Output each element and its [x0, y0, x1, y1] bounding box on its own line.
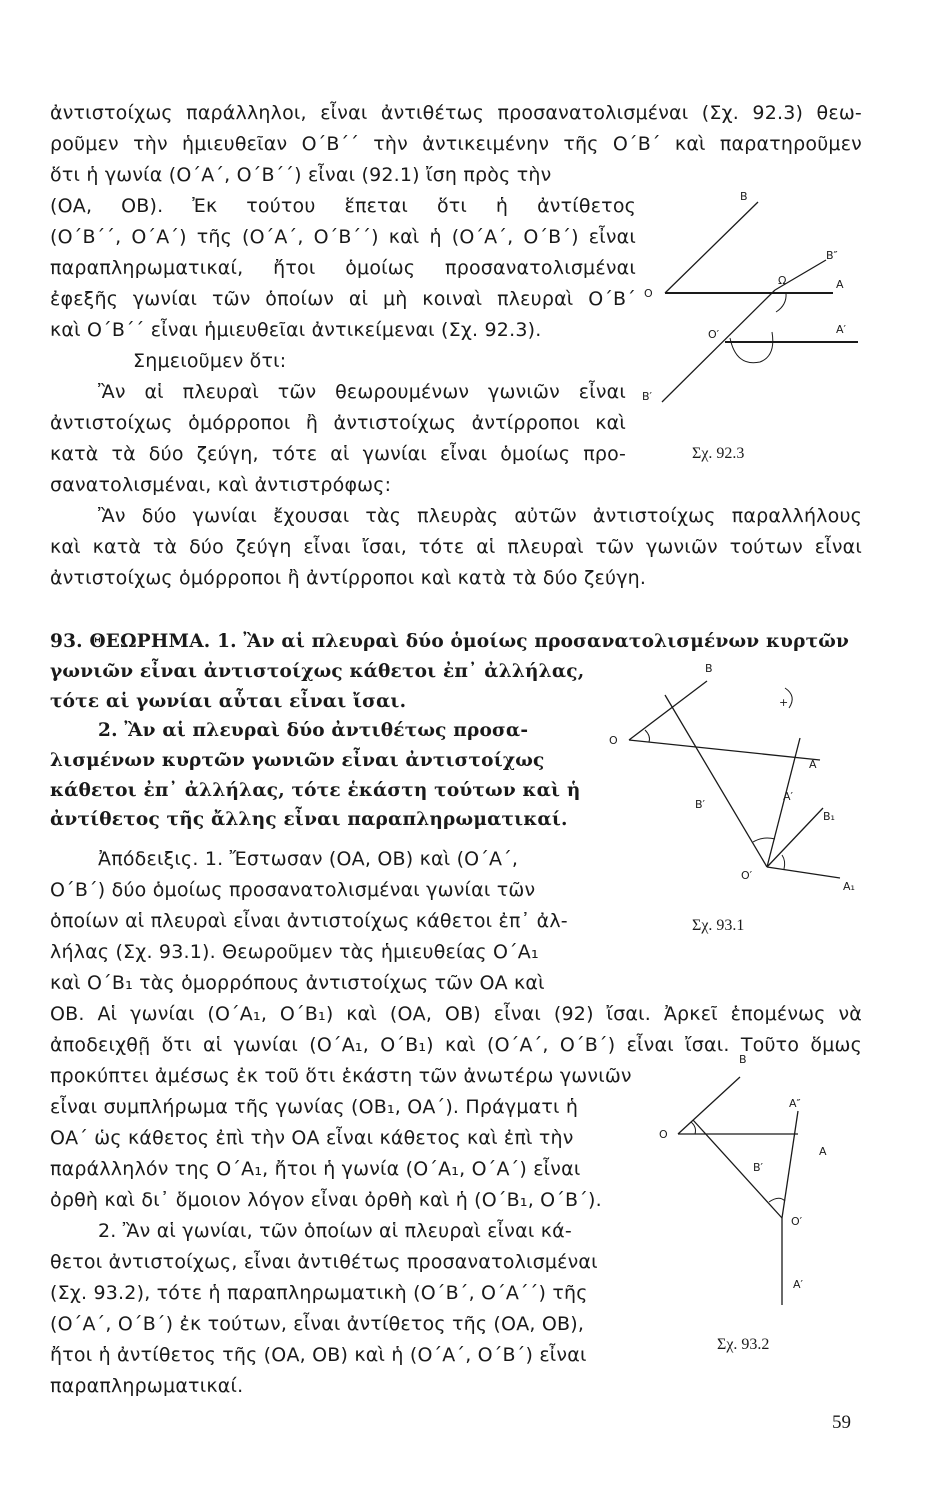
text-line: ἀντιστοίχως ὁμόρροποι ἢ ἀντιστοίχως ἀντίρροποι καὶ	[50, 412, 626, 434]
text-line: (Ο΄Β΄΄, Ο΄Α΄) τῆς (Ο΄Α΄, Ο΄Β΄΄) καὶ ἡ (Ο΄Α΄, Ο΄Β΄) εἶναι	[50, 226, 636, 248]
figure-93-2	[655, 1045, 870, 1315]
text-line: Ἂν αἱ πλευραὶ τῶν θεωρουμένων γωνιῶν εἶναι	[98, 381, 626, 403]
label-B-prime: B′	[695, 798, 706, 811]
proof-line: λήλας (Σχ. 93.1). Θεωροῦμεν τὰς ἡμιευθείας Ο΄Α₁	[50, 941, 539, 963]
proof-line: (Σχ. 93.2), τότε ἡ παραπληρωματικὴ (Ο΄Β΄, Ο΄Α΄΄) τῆς	[50, 1282, 588, 1304]
label-A-prime: A′	[793, 1278, 804, 1291]
proof-line: 2. Ἂν αἱ γωνίαι, τῶν ὁποίων αἱ πλευραὶ εἶναι κά-	[98, 1220, 572, 1242]
proof-line: ΟΑ΄ ὡς κάθετος ἐπὶ τὴν ΟΑ εἶναι κάθετος καὶ ἐπὶ τὴν	[50, 1127, 574, 1149]
label-O-prime: O′	[741, 869, 753, 882]
label-plus: +	[779, 696, 789, 709]
proof-line: θετοι ἀντιστοίχως, εἶναι ἀντιθέτως προσανατολισμέναι	[50, 1251, 598, 1273]
proof-line: ἀποδειχθῇ ὅτι αἱ γωνίαι (Ο΄Α₁, Ο΄Β₁) καὶ (Ο΄Α΄, Ο΄Β΄) εἶναι ἴσαι. Τοῦτο ὅμως	[50, 1034, 862, 1056]
text-line: καὶ κατὰ τὰ δύο ζεύγη εἶναι ἴσαι, τότε αἱ πλευραὶ τῶν γωνιῶν τούτων εἶναι	[50, 536, 862, 558]
theorem-part2-line: 2. Ἂν αἱ πλευραὶ δύο ἀντιθέτως προσα-	[98, 720, 529, 741]
label-B-prime: B′	[753, 1161, 764, 1174]
label-O: O	[609, 734, 618, 747]
proof-line: (Ο΄Α΄, Ο΄Β΄) ἐκ τούτων, εἶναι ἀντίθετος τῆς (ΟΑ, ΟΒ),	[50, 1313, 585, 1335]
theorem-part1-line: τότε αἱ γωνίαι αὗται εἶναι ἴσαι.	[50, 691, 407, 712]
text-line: ἀντιστοίχως ὁμόρροποι ἢ ἀντίρροποι καὶ κατὰ τὰ δύο ζεύγη.	[50, 567, 647, 589]
text-line: σανατολισμέναι, καὶ ἀντιστρόφως:	[50, 474, 392, 496]
label-A: A	[836, 278, 844, 291]
label-O-prime: O′	[791, 1215, 803, 1228]
figure-93-2-drawing	[655, 1045, 870, 1315]
label-B-double-prime: B″	[826, 249, 838, 262]
proof-line: εἶναι συμπλήρωμα τῆς γωνίας (ΟΒ₁, ΟΑ΄). Πράγματι ἡ	[50, 1096, 579, 1118]
theorem-title: ΘΕΩΡΗΜΑ.	[89, 631, 211, 652]
proof-line: καὶ Ο΄Β₁ τὰς ὁμορρόπους ἀντιστοίχως τῶν ΟΑ καὶ	[50, 972, 545, 994]
label-omega: Ω	[778, 274, 787, 287]
text-line: παραπληρωματικαί, ἤτοι ὁμοίως προσανατολισμέναι	[50, 257, 636, 279]
proof-line: παραπληρωματικαί.	[50, 1375, 244, 1397]
text-line: ροῦμεν τὴν ἡμιευθεῖαν Ο΄Β΄΄ τὴν ἀντικειμένην τῆς Ο΄Β΄ καὶ παρατηροῦμεν	[50, 133, 862, 155]
theorem-part2-line: λισμένων κυρτῶν γωνιῶν εἶναι ἀντιστοίχως	[50, 750, 545, 771]
label-B: B	[705, 662, 713, 675]
proof-line: ὀρθὴ καὶ δι᾽ ὅμοιον λόγον εἶναι ὀρθὴ καὶ ἡ (Ο΄Β₁, Ο΄Β΄).	[50, 1189, 602, 1211]
proof-line: Ἀπόδειξις. 1. Ἔστωσαν (ΟΑ, ΟΒ) καὶ (Ο΄Α΄,	[98, 848, 519, 870]
figure-93-1	[605, 650, 870, 900]
label-A: A	[809, 758, 817, 771]
theorem-part2-line: ἀντίθετος τῆς ἄλλης εἶναι παραπληρωματικαί.	[50, 809, 568, 830]
proof-line: παράλληλόν της Ο΄Α₁, ἤτοι ἡ γωνία (Ο΄Α₁, Ο΄Α΄) εἶναι	[50, 1158, 581, 1180]
label-A: A	[819, 1145, 827, 1158]
text-line: ἀντιστοίχως παράλληλοι, εἶναι ἀντιθέτως προσανατολισμέναι (Σχ. 92.3) θεω-	[50, 102, 862, 124]
label-O-prime: O′	[708, 328, 720, 341]
label-B: B	[740, 190, 748, 203]
theorem-number: 93.	[50, 631, 83, 652]
proof-line: ἤτοι ἡ ἀντίθετος τῆς (ΟΑ, ΟΒ) καὶ ἡ (Ο΄Α΄, Ο΄Β΄) εἶναι	[50, 1344, 587, 1366]
label-A-double-prime: A″	[789, 1097, 801, 1110]
theorem-part1-line: 1. Ἂν αἱ πλευραὶ δύο ὁμοίως προσανατολισμένων κυρτῶν	[217, 631, 850, 652]
label-A-prime: A′	[836, 323, 847, 336]
text-line: Ἂν δύο γωνίαι ἔχουσαι τὰς πλευρὰς αὐτῶν ἀντιστοίχως παραλλήλους	[98, 505, 862, 527]
label-O: O	[659, 1128, 668, 1141]
theorem-part2-line: κάθετοι ἐπ᾽ ἀλλήλας, τότε ἑκάστη τούτων καὶ ἡ	[50, 780, 581, 801]
proof-line: Ο΄Β΄) δύο ὁμοίως προσανατολισμέναι γωνίαι τῶν	[50, 879, 536, 901]
label-B-prime: B′	[642, 390, 653, 403]
figure-93-1-drawing	[605, 650, 870, 900]
label-B-sub-1: B₁	[823, 810, 835, 823]
proof-line: προκύπτει ἀμέσως ἐκ τοῦ ὅτι ἑκάστη τῶν ἀνωτέρω γωνιῶν	[50, 1065, 632, 1087]
label-O: O	[644, 287, 653, 300]
text-line: κατὰ τὰ δύο ζεύγη, τότε αἱ γωνίαι εἶναι ὁμοίως προ-	[50, 443, 626, 465]
proof-line: ΟΒ. Αἱ γωνίαι (Ο΄Α₁, Ο΄Β₁) καὶ (ΟΑ, ΟΒ) εἶναι (92) ἴσαι. Ἀρκεῖ ἑπομένως νὰ	[50, 1003, 862, 1025]
figure-92-3-drawing	[640, 160, 870, 410]
text-line: Σημειοῦμεν ὅτι:	[133, 350, 287, 372]
label-B: B	[739, 1053, 747, 1066]
proof-line: ὁποίων αἱ πλευραὶ εἶναι ἀντιστοίχως κάθετοι ἐπ᾽ ἀλ-	[50, 910, 568, 932]
label-A-sub-1: A₁	[843, 880, 855, 893]
page-number: 59	[832, 1412, 851, 1433]
text-line: καὶ Ο΄Β΄΄ εἶναι ἡμιευθεῖαι ἀντικείμεναι (Σχ. 92.3).	[50, 319, 542, 341]
figure-93-2-caption: Σχ. 93.2	[717, 1336, 770, 1353]
figure-93-1-caption: Σχ. 93.1	[692, 917, 745, 934]
text-line: ἐφεξῆς γωνίαι τῶν ὁποίων αἱ μὴ κοιναὶ πλευραὶ Ο΄Β΄	[50, 288, 636, 310]
figure-92-3-caption: Σχ. 92.3	[692, 445, 745, 462]
theorem-part1-line: γωνιῶν εἶναι ἀντιστοίχως κάθετοι ἐπ᾽ ἀλλήλας,	[50, 661, 585, 682]
label-A-prime: A′	[783, 790, 794, 803]
text-line: (ΟΑ, ΟΒ). Ἐκ τούτου ἕπεται ὅτι ἡ ἀντίθετος	[50, 195, 636, 217]
text-line: ὅτι ἡ γωνία (Ο΄Α΄, Ο΄Β΄΄) εἶναι (92.1) ἴση πρὸς τὴν	[50, 164, 552, 186]
figure-92-3	[640, 160, 870, 410]
